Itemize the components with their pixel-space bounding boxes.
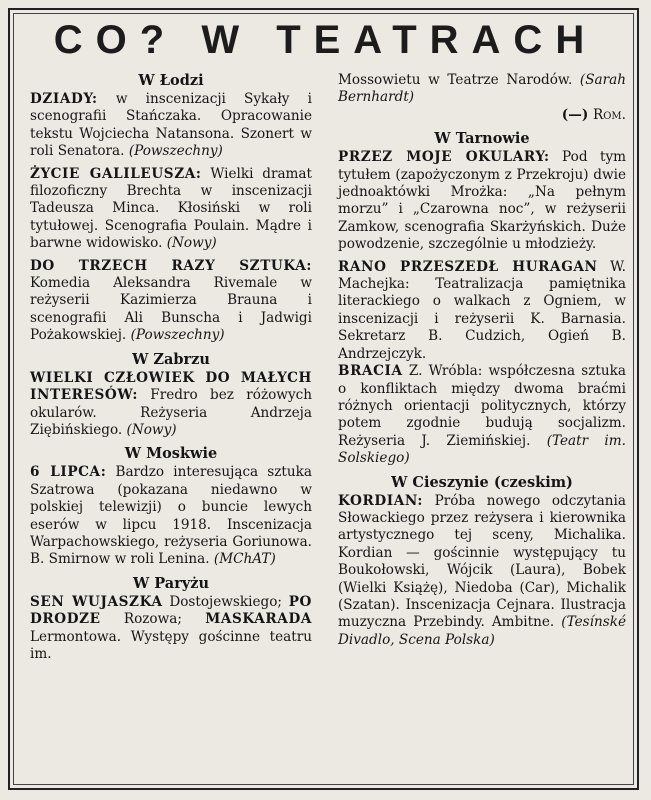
theatre-source: (Nowy) [126,421,177,438]
article-paryz-continued [338,72,626,107]
theatre-source: (Teatr im. Solskiego) [338,432,626,467]
article-zycie-galileusza [30,166,312,253]
article-body: Wielki dramat filozoficzny Brechta w inscenizacji Tadeusza Minca. Kłosiński w roli tytułowej. Scenografia Poulain. Mądre i barwne widowisko. [30,165,313,252]
city-heading-zabrze: W Zabrzu [132,350,210,368]
article-body: Rozowa; [100,611,206,628]
article-body: Pod tym tytułem (zapożyczonym z Przekroju) dwie jednoaktówki Mrożka: „Na pełnym morzu” i „Czarowna noc”, w reżyserii Zamkow, scenografia Skarżyńskich. Duże powodzenie, szczególnie u młodzieży. [338,149,627,253]
article-title: KORDIAN: [338,492,424,509]
theatre-source: (MChAT) [213,551,276,568]
article-body: Dostojewskiego; [162,593,289,610]
article-body: Mossowietu w Teatrze Narodów. [338,72,580,88]
article-title: SEN WUJASZKA [30,593,163,610]
city-heading-lodz: W Łodzi [138,72,204,89]
article-paryz [30,594,312,664]
city-heading-paryz: W Paryżu [132,574,210,592]
signature-name: Rom. [593,106,626,123]
article-body: Lermontowa. Występy gościnne teatru im. [30,628,312,662]
theatre-source: (Nowy) [166,235,217,252]
article-title: BRACIA [338,363,403,380]
article-title: ŻYCIE GALILEUSZA: [30,165,202,182]
author-signature [338,107,626,124]
article-body: Z. Wróbla: współczesna sztuka o konfliktach między dwoma braćmi różnych orientacji politycznych, którzy potem zgodnie budują socjalizm. Reżyseria J. Ziemińskiej. [338,363,626,449]
article-body: w inscenizacji Sykały i scenografii Stańczaka. Opracowanie tekstu Wojciecha Natansona. Szonert w roli Senatora. [30,91,312,160]
article-przez-moje-okulary [338,149,626,253]
article-body: Komedia Aleksandra Rivemale w reżyserii Kazimierza Brauna i scenografii Ali Bunscha i Jadwigi Pożakowskiej. [30,275,312,344]
article-dziady [30,91,312,161]
article-title: RANO PRZESZEDŁ HURAGAN [338,258,598,275]
article-do-trzech-razy-sztuka [30,258,312,345]
article-title: DZIADY: [30,91,98,107]
theatre-source: (Powszechny) [130,327,225,344]
article-title: PRZEZ MOJE OKULARY: [338,149,550,166]
theatre-source: (Sarah Bernhardt) [338,72,626,106]
city-heading-moskwa: W Moskwie [124,445,218,463]
page-headline: CO? W TEATRACH [53,18,598,62]
article-body: Bardzo interesująca sztuka Szatrowa (pokazana niedawno w polskiej telewizji) o buncie lewych eserów w lipcu 1918. Inscenizacja Warpachowskiego, reżyseria Goriunowa. B. Smirnow w roli Lenina. [30,464,312,568]
article-kordian [338,493,626,650]
city-heading-tarnow: W Tarnowie [434,130,530,148]
article-title: PO DRODZE [30,593,312,628]
article-wielki-czlowiek [30,370,312,440]
article-rano-przeszedl-huragan [338,259,626,363]
article-title: MASKARADA [205,611,312,628]
theatre-source: (Powszechny) [128,143,223,160]
article-title: DO TRZECH RAZY SZTUKA: [30,257,312,274]
article-6-lipca [30,464,312,568]
signature-dash: (—) [561,106,589,123]
theatre-source: (Tesínské Divadlo, Scena Polska) [338,614,626,648]
city-heading-cieszyn: W Cieszynie (czeskim) [391,473,573,491]
article-body: Fredro bez różowych okularów. Reżyseria Andrzeja Ziębińskiego. [30,387,312,438]
article-body: Próba nowego odczytania Słowackiego przez reżysera i kierownika artystycznego tej sceny, Michalika. Kordian — gościnnie występujący tu Boukołowski, Wójcik (Laura), Bobek (Wielki Książę), Niedoba (Car), Michalik (Szatan). Inscenizacja Cejnara. Ilustracja muzyczna Przebindy. Ambitne. [338,492,626,631]
right-column [338,72,626,649]
article-title: 6 LIPCA: [30,464,107,481]
left-column [30,72,312,663]
article-body: W. Machejka: Teatralizacja pamiętnika literackiego o walkach z Ogniem, w inscenizacji i reżyserii K. Barnasia. Sekretarz B. Cudzich, Ogień B. Andrzejczyk. [338,258,626,362]
article-title: WIELKI CZŁOWIEK DO MAŁYCH INTERESÓW: [30,369,312,404]
article-bracia [338,363,626,467]
